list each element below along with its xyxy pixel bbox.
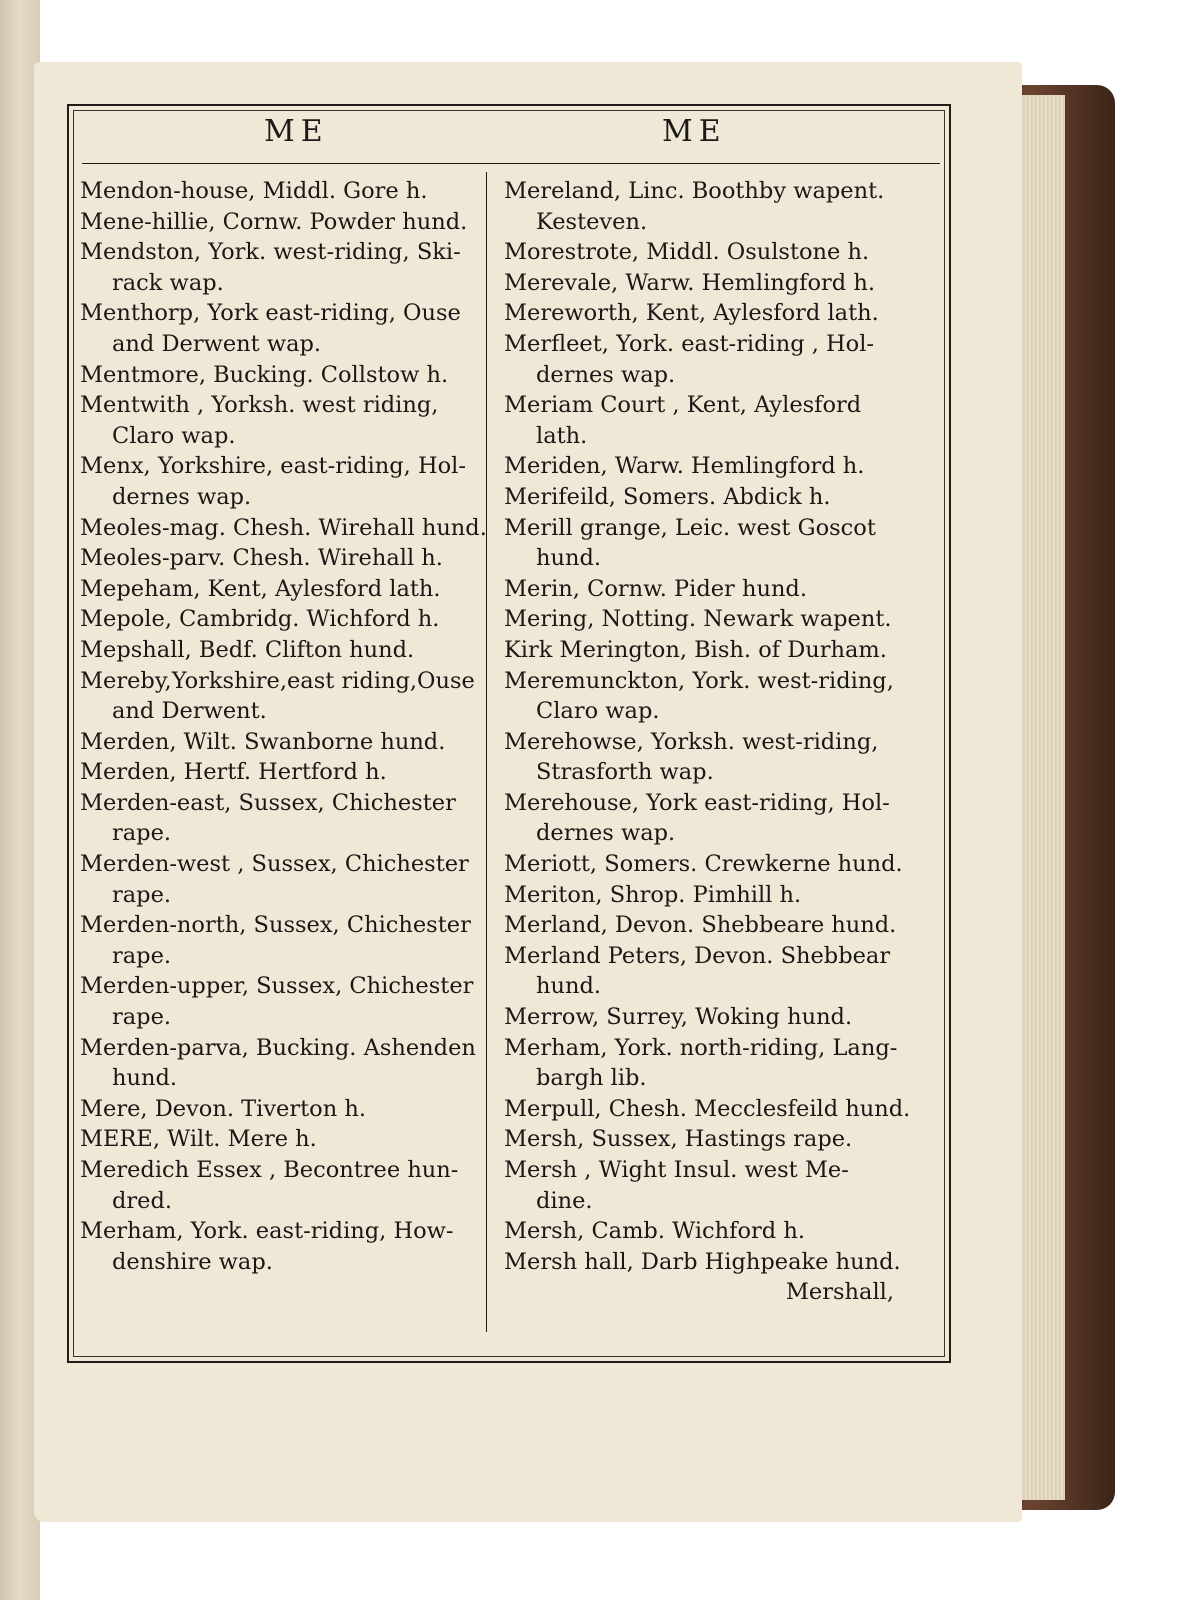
entry-line: denshire wap. xyxy=(112,1248,273,1275)
header-rule xyxy=(82,163,940,164)
entry-line: dernes wap. xyxy=(536,820,676,847)
entry-line: Merifeild, Somers. Abdick h. xyxy=(504,483,831,510)
entry-line: Kirk Merington, Bish. of Durham. xyxy=(504,636,887,663)
entry-line: Merden, Wilt. Swanborne hund. xyxy=(80,728,446,755)
entry-line: Mersh, Camb. Wichford h. xyxy=(504,1218,805,1245)
entry-line: Merham, York. east-riding, How- xyxy=(80,1218,454,1245)
entry-line: Mentmore, Bucking. Collstow h. xyxy=(80,361,449,388)
entry-line: Meriott, Somers. Crewkerne hund. xyxy=(504,851,903,878)
entry-line: and Derwent wap. xyxy=(112,330,322,357)
entry-line: Merrow, Surrey, Woking hund. xyxy=(504,1004,853,1031)
entry-line: Menx, Yorkshire, east-riding, Hol- xyxy=(80,453,466,480)
entry-line: Mereland, Linc. Boothby wapent. xyxy=(504,178,885,204)
entry-line: Morestrote, Middl. Osulstone h. xyxy=(504,239,870,266)
entry-line: rape. xyxy=(112,820,172,847)
entry-line: Meredich Essex , Becontree hun- xyxy=(80,1157,459,1183)
entry-line: Mepshall, Bedf. Clifton hund. xyxy=(80,636,415,663)
entry-line: Mene-hillie, Cornw. Powder hund. xyxy=(80,208,468,235)
entry-line: Mersh, Sussex, Hastings rape. xyxy=(504,1126,853,1153)
entry-line: hund. xyxy=(112,1065,178,1092)
entry-line: Merevale, Warw. Hemlingford h. xyxy=(504,269,875,296)
entry-line: Mepeham, Kent, Aylesford lath. xyxy=(80,575,441,602)
entry-line: Merden-east, Sussex, Chichester xyxy=(80,789,456,816)
entry-line: Kesteven. xyxy=(536,208,648,235)
entry-line: Mendon-house, Middl. Gore h. xyxy=(80,178,428,204)
entry-line: Merin, Cornw. Pider hund. xyxy=(504,575,807,602)
entry-line: Mereworth, Kent, Aylesford lath. xyxy=(504,300,879,327)
entry-line: Merfleet, York. east-riding , Hol- xyxy=(504,330,875,357)
entry-line: dred. xyxy=(112,1187,173,1214)
entry-line: rape. xyxy=(112,881,172,908)
entry-line: Merland, Devon. Shebbeare hund. xyxy=(504,912,897,939)
catchword: Mershall, xyxy=(785,1279,894,1306)
entry-line: Meoles-parv. Chesh. Wirehall h. xyxy=(80,545,443,572)
entry-line: Meoles-mag. Chesh. Wirehall hund. xyxy=(80,514,487,541)
entry-line: lath. xyxy=(536,422,588,449)
entry-line: Merill grange, Leic. west Goscot xyxy=(504,514,876,541)
entry-line: and Derwent. xyxy=(112,698,267,725)
entry-line: Mereby,Yorkshire,east riding,Ouse xyxy=(80,667,475,694)
entry-line: Merden, Hertf. Hertford h. xyxy=(80,759,387,786)
entry-line: Merden-west , Sussex, Chichester xyxy=(80,851,469,878)
entry-line: Merham, York. north-riding, Lang- xyxy=(504,1034,898,1061)
entry-line: rape. xyxy=(112,942,172,969)
entry-line: Mersh hall, Darb Highpeake hund. xyxy=(504,1248,901,1275)
entry-line: rape. xyxy=(112,1004,172,1031)
running-header-left: ME xyxy=(264,114,329,149)
entry-line: dernes wap. xyxy=(536,361,676,388)
entry-line: Merpull, Chesh. Mecclesfeild hund. xyxy=(504,1095,911,1122)
entry-line: Merehowse, Yorksh. west-riding, xyxy=(504,728,879,755)
entry-line: Mere, Devon. Tiverton h. xyxy=(80,1095,366,1122)
entry-line: hund. xyxy=(536,545,602,572)
entry-line: Claro wap. xyxy=(536,698,660,725)
entry-line: Meriam Court , Kent, Aylesford xyxy=(504,392,862,419)
entry-line: Meremunckton, York. west-riding, xyxy=(504,667,894,694)
entry-line: Merland Peters, Devon. Shebbear xyxy=(504,942,891,969)
entry-line: dine. xyxy=(536,1187,593,1214)
running-header-right: ME xyxy=(662,114,727,149)
entry-line: Menthorp, York east-riding, Ouse xyxy=(80,300,461,327)
entry-line: Mersh , Wight Insul. west Me- xyxy=(504,1157,849,1183)
entry-line: Strasforth wap. xyxy=(536,759,714,786)
right-column xyxy=(504,176,914,1308)
book-page xyxy=(34,62,1022,1522)
entry-line: Merehouse, York east-riding, Hol- xyxy=(504,789,890,816)
entry-line: Meriton, Shrop. Pimhill h. xyxy=(504,881,802,908)
left-column xyxy=(80,176,490,1277)
entry-line: hund. xyxy=(536,973,602,1000)
entry-line: Mendston, York. west-riding, Ski- xyxy=(80,239,461,266)
entry-line: Merden-parva, Bucking. Ashenden xyxy=(80,1034,476,1061)
entry-line: dernes wap. xyxy=(112,483,252,510)
entry-line: Claro wap. xyxy=(112,422,236,449)
entry-line: Meriden, Warw. Hemlingford h. xyxy=(504,453,865,480)
entry-line: MERE, Wilt. Mere h. xyxy=(80,1126,317,1153)
entry-line: Merden-upper, Sussex, Chichester xyxy=(80,973,474,1000)
entry-line: Merden-north, Sussex, Chichester xyxy=(80,912,471,939)
entry-line: Mering, Notting. Newark wapent. xyxy=(504,606,892,633)
entry-line: Mepole, Cambridg. Wichford h. xyxy=(80,606,440,633)
entry-line: Mentwith , Yorksh. west riding, xyxy=(80,392,439,419)
entry-line: bargh lib. xyxy=(536,1065,647,1092)
entry-line: rack wap. xyxy=(112,269,224,296)
